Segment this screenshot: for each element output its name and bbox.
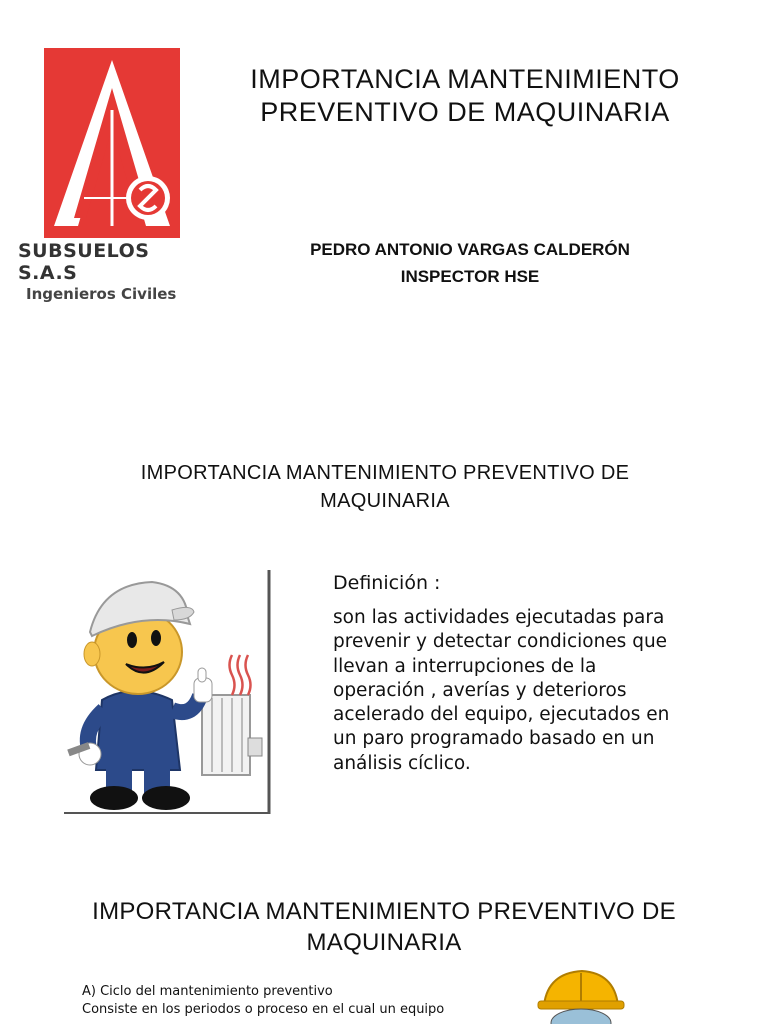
- slide1-title-line2: PREVENTIVO DE MAQUINARIA: [260, 97, 670, 127]
- logo-mark-icon: [44, 48, 180, 238]
- mechanic-illustration: [62, 570, 274, 816]
- slide2-title-line2: MAQUINARIA: [320, 490, 450, 512]
- mechanic-icon: [62, 570, 274, 816]
- slide1-title-line1: IMPORTANCIA MANTENIMIENTO: [250, 64, 680, 94]
- slide3-title-line2: MAQUINARIA: [306, 929, 462, 956]
- logo-text: [18, 240, 208, 303]
- slide2-title-line1: IMPORTANCIA MANTENIMIENTO PREVENTIVO DE: [140, 462, 630, 484]
- slide3-title: [30, 896, 738, 958]
- author-block: [260, 236, 680, 290]
- hardhat-worker-illustration: [534, 965, 634, 1024]
- definition-text: son las actividades ejecutadas para prevenir y detectar condiciones que llevan a interrupciones de la operación , averías y deterioros acelerado del equipo, ejecutados en un paro programado basado en un análisis cíclico.: [333, 607, 670, 774]
- hardhat-worker-icon: [534, 965, 634, 1024]
- author-name: PEDRO ANTONIO VARGAS CALDERÓN: [310, 240, 630, 259]
- company-subtitle: Ingenieros Civiles: [26, 285, 177, 303]
- slide2-title: [60, 459, 710, 515]
- company-name: SUBSUELOS S.A.S: [18, 240, 150, 284]
- company-logo: [44, 48, 180, 238]
- cycle-heading: A) Ciclo del mantenimiento preventivo: [82, 984, 333, 999]
- slide3-title-line1: IMPORTANCIA MANTENIMIENTO PREVENTIVO DE: [92, 898, 676, 925]
- author-role: INSPECTOR HSE: [400, 267, 540, 286]
- cycle-text: Consiste en los periodos o proceso en el cual un equipo: [82, 1002, 445, 1017]
- definition-label: Definición :: [333, 572, 441, 594]
- slide1-title: [190, 63, 740, 129]
